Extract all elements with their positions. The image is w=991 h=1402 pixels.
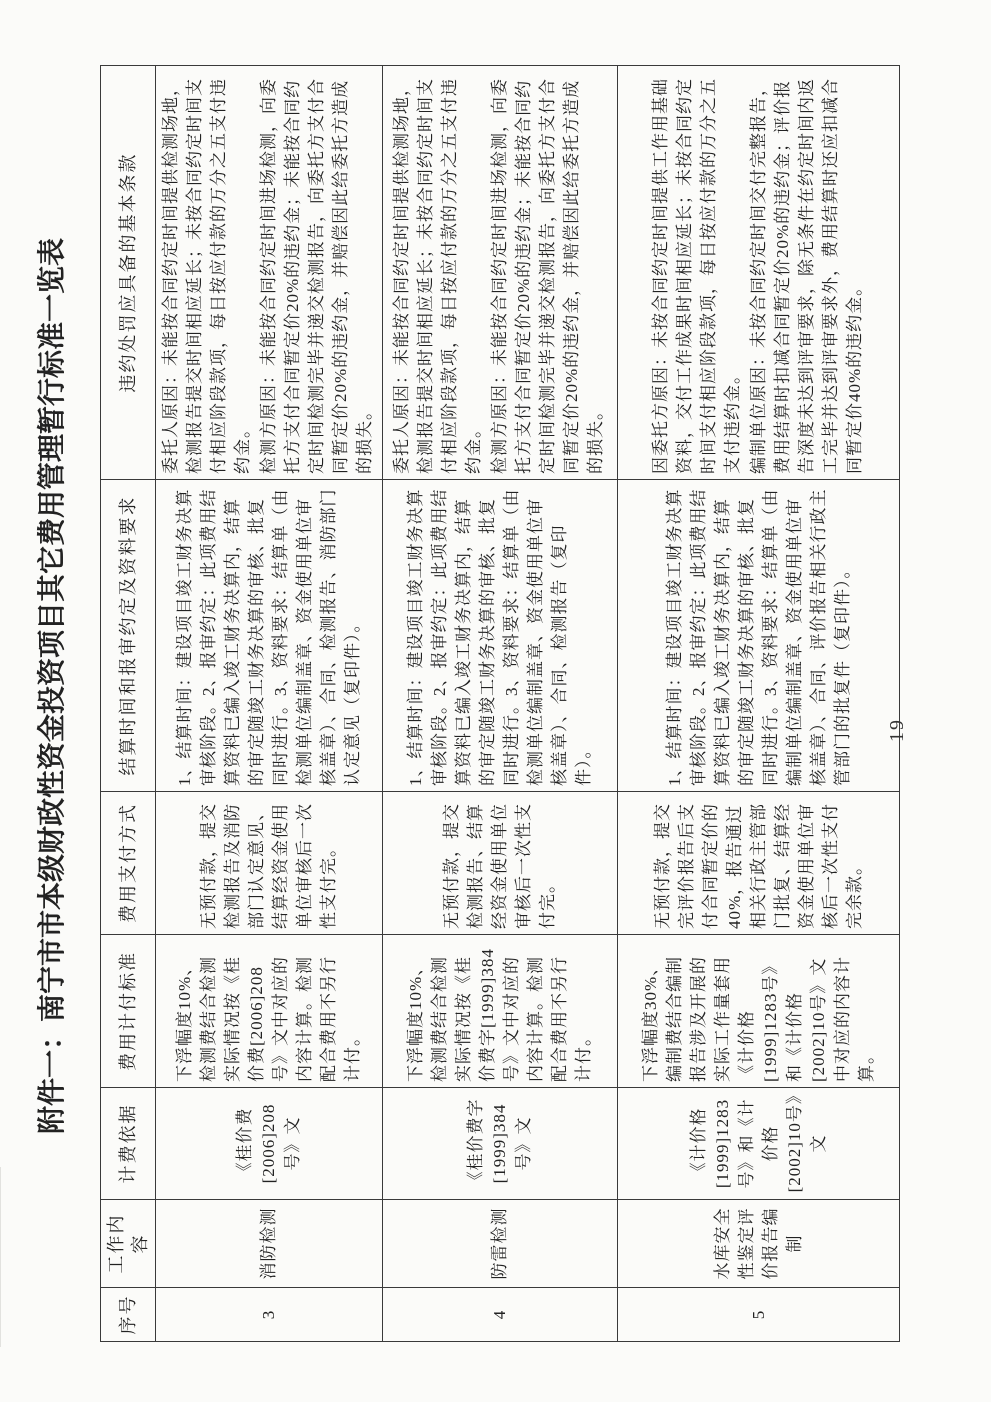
cell-basis-5: 《计价格[1999]1283号》和《计价格[2002]10号》文	[618, 1088, 900, 1200]
column-header-penalty: 违约处罚应具备的基本条款	[101, 66, 156, 480]
column-header-seq: 序号	[101, 1288, 156, 1342]
column-header-settlement: 结算时间和报审约定及资料要求	[101, 480, 156, 792]
cell-work-4: 防雷检测	[383, 1200, 618, 1288]
cell-standard-4: 下浮幅度10%、检测费结合检测实际情况按《桂价费字[1999]384号》文中对应的内容计算。检测配合费用不另行计付。	[383, 935, 618, 1088]
cell-basis-3: 《桂价费[2006]208号》文	[156, 1088, 383, 1200]
cell-seq-4: 4	[383, 1288, 618, 1342]
cell-settlement-3: 1、结算时间：建设项目竣工财务决算审核阶段。2、报审约定：此项费用结算资料已编入竣工财务决算内，结算的审定随竣工财务决算的审核、批复同时进行。3、资料要求：结算单（由检测单位编制盖章、资金使用单位审核盖章）、合同、检测报告、消防部门认定意见（复印件）。	[156, 480, 383, 792]
column-header-work: 工作内容	[101, 1200, 156, 1288]
penalty-paragraph: 编制单位原因：未按合同约定时间交付完整报告，费用结算时扣减合同暂定价20%的违约金；评价报告深度未达到评审要求，除无条件在约定时间内返工完毕并达到评审要求外，费用结算时还应扣减合同暂定价40%的违约金。	[748, 78, 864, 474]
penalty-paragraph: 因委托方原因：未按合同约定时间提供工作用基础资料，交付工作成果时间相应延长；未按合同约定时间支付相应阶段款项，每日按应付款的万分之五支付违约金。	[650, 78, 742, 474]
cell-settlement-5: 1、结算时间：建设项目竣工财务决算审核阶段。2、报审约定：此项费用结算资料已编入竣工财务决算内，结算的审定随竣工财务决算的审核、批复同时进行。3、资料要求：结算单（由编制单位编制盖章、资金使用单位审核盖章）、合同、评价报告相关行政主管部门的批复件（复印件）。	[618, 480, 900, 792]
cell-penalty-5	[618, 66, 900, 480]
cell-basis-4: 《桂价费字[1999]384号》文	[383, 1088, 618, 1200]
cell-work-5: 水库安全性鉴定评价报告编制	[618, 1200, 900, 1288]
cell-payment-4: 无预付款，提交检测报告、结算经资金使用单位审核后一次性支付完。	[383, 792, 618, 935]
cell-settlement-4: 1、结算时间：建设项目竣工财务决算审核阶段。2、报审约定：此项费用结算资料已编入竣工财务决算内，结算的审定随竣工财务决算的审核、批复同时进行。3、资料要求：结算单（由检测单位编制盖章、资金使用单位审核盖章）、合同、检测报告（复印件）。	[383, 480, 618, 792]
header-row	[101, 66, 156, 1342]
cell-standard-3: 下浮幅度10%、检测费结合检测实际情况按《桂价费[2006]208号》文中对应的内容计算。检测配合费用不另行计付。	[156, 935, 383, 1088]
column-header-basis: 计费依据	[101, 1088, 156, 1200]
penalty-paragraph: 检测方原因：未能按合同约定时间进场检测，向委托方支付合同暂定价20%的违约金；未能按合同约定时间检测完毕并递交检测报告，向委托方支付合同暂定价20%的违约金，并赔偿因此给委托方造成的损失。	[490, 78, 605, 474]
cell-penalty-3	[156, 66, 383, 480]
column-header-payment: 费用支付方式	[101, 792, 156, 935]
page-number: 19	[886, 718, 908, 742]
document-title: 附件一：南宁市市本级财政性资金投资项目其它费用管理暂行标准一览表	[37, 237, 68, 1134]
cell-seq-3: 3	[156, 1288, 383, 1342]
cell-payment-3: 无预付款，提交检测报告及消防部门认定意见、结算经资金使用单位审核后一次性支付完。	[156, 792, 383, 935]
cell-work-3: 消防检测	[156, 1200, 383, 1288]
fee-standards-table	[100, 65, 900, 1342]
table-row-5	[618, 66, 900, 1342]
penalty-paragraph: 委托人原因：未能按合同约定时间提供检测场地，检测报告提交时间相应延长；未按合同约定时间支付相应阶段款项，每日按应付款的万分之五支付违约金。	[392, 78, 483, 474]
column-header-standard: 费用计付标准	[101, 935, 156, 1088]
cell-payment-5: 无预付款，提交完评价报告后支付合同暂定价的40%，报告通过相关行政主管部门批复、结算经资金使用单位审核后一次性支付完余款。	[618, 792, 900, 935]
table-row-4	[383, 66, 618, 1342]
cell-penalty-4	[383, 66, 618, 480]
penalty-paragraph: 检测方原因：未能按合同约定时间进场检测，向委托方支付合同暂定价20%的违约金；未能按合同约定时间检测完毕并递交检测报告，向委托方支付合同暂定价20%的违约金，并赔偿因此给委托方造成的损失。	[259, 78, 374, 474]
penalty-paragraph: 委托人原因：未能按合同约定时间提供检测场地，检测报告提交时间相应延长；未按合同约定时间支付相应阶段款项，每日按应付款的万分之五支付违约金。	[161, 78, 252, 474]
table-row-3	[156, 66, 383, 1342]
scan-artifact-line	[0, 1167, 1, 1347]
cell-seq-5: 5	[618, 1288, 900, 1342]
cell-standard-5: 下浮幅度30%、编制费结合编制报告涉及开展的实际工作量套用《计价格[1999]1283号》和《计价格[2002]10号》文中对应的内容计算。	[618, 935, 900, 1088]
